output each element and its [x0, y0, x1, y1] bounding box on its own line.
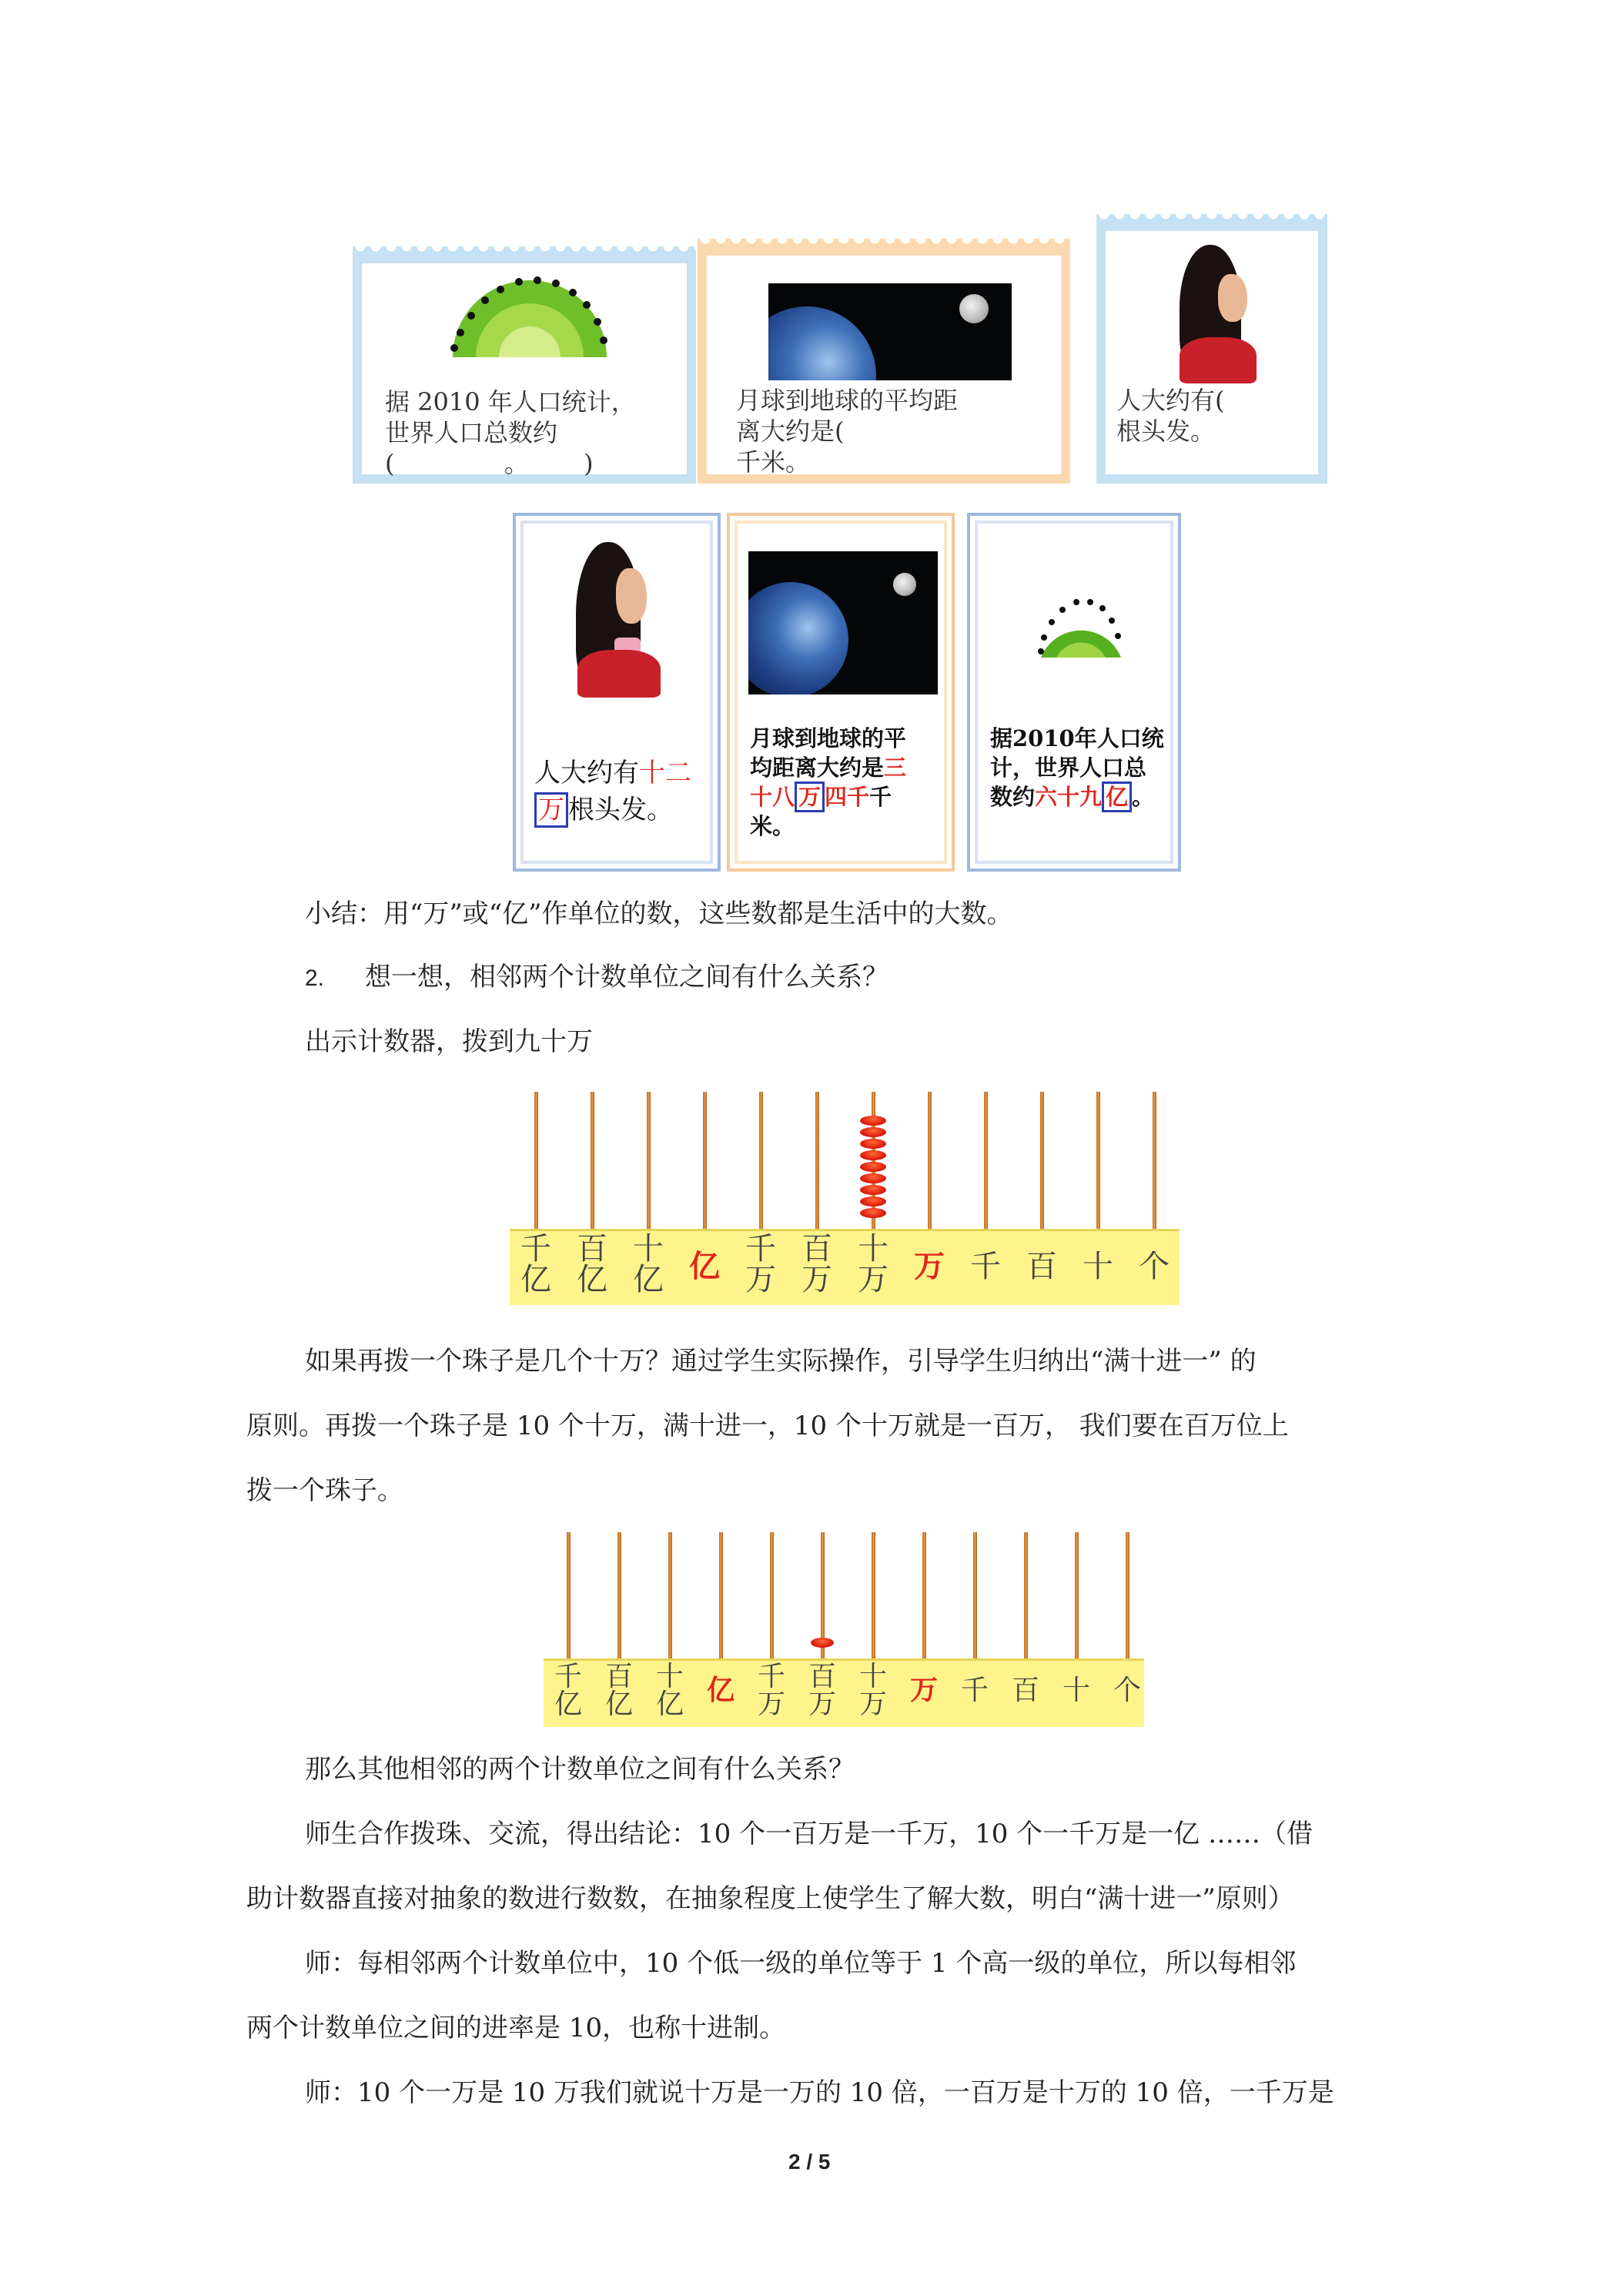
abacus-bead: [860, 1116, 886, 1126]
abacus-place-label: 十 万: [858, 1661, 887, 1720]
paragraph: 那么其他相邻的两个计数单位之间有什么关系？: [305, 1754, 855, 1785]
show-counter-text: 出示计数器，拨到九十万: [305, 1026, 593, 1057]
abacus-bead: [811, 1638, 834, 1648]
abacus-counter-2: [544, 1532, 1144, 1725]
card-hair-answer: [513, 513, 721, 872]
abacus-bead: [860, 1162, 886, 1172]
abacus-rod: [922, 1532, 926, 1658]
abacus-place-label: 千 万: [745, 1231, 776, 1297]
abacus-rod: [617, 1532, 621, 1658]
paragraph: 拨一个珠子。: [246, 1475, 403, 1506]
paragraph: 师生合作拨珠、交流，得出结论：10 个一百万是一千万，10 个一千万是一亿 ……（借: [305, 1819, 1313, 1849]
abacus-rod: [1153, 1092, 1156, 1229]
earth-moon-image: [768, 283, 1012, 380]
abacus-rod: [1075, 1532, 1079, 1658]
earth-moon-image: [748, 551, 938, 694]
abacus-place-label: 百 万: [808, 1661, 836, 1720]
abacus-place-label: 百: [1026, 1249, 1057, 1284]
abacus-place-label: 亿: [689, 1249, 720, 1284]
abacus-place-label: 千: [960, 1675, 989, 1706]
abacus-place-label: 千: [970, 1249, 1001, 1284]
card-moon-question: [698, 246, 1070, 484]
abacus-counter-1: [510, 1092, 1180, 1309]
abacus-rod: [591, 1092, 594, 1229]
card-text: 据 2010 年人口统计， 世界人口总数约 ( 。 ): [385, 387, 636, 478]
paragraph: 原则。再拨一个珠子是 10 个十万，满十进一，10 个十万就是一百万， 我们要在百万位上: [246, 1411, 1289, 1441]
abacus-rod: [668, 1532, 672, 1658]
abacus-place-label: 个: [1113, 1675, 1141, 1706]
abacus-place-label: 十: [1083, 1249, 1113, 1284]
abacus-place-label: 亿: [706, 1675, 735, 1706]
abacus-rod: [703, 1092, 707, 1229]
abacus-rod: [567, 1532, 571, 1658]
question-number: 2.: [305, 966, 325, 991]
abacus-place-label: 千 亿: [520, 1231, 551, 1297]
abacus-rod: [534, 1092, 538, 1229]
abacus-bead: [860, 1208, 886, 1218]
abacus-bead: [860, 1127, 886, 1137]
abacus-place-label: 百 亿: [577, 1231, 607, 1297]
card-answer-text: 月球到地球的平 均距离大约是三 十八 万 四千千 米。: [750, 725, 907, 839]
paragraph: 师：每相邻两个计数单位中，10 个低一级的单位等于 1 个高一级的单位，所以每相邻: [305, 1948, 1297, 1979]
abacus-rod: [1126, 1532, 1129, 1658]
abacus-place-label: 十 亿: [655, 1661, 684, 1720]
abacus-rod: [719, 1532, 723, 1658]
question-2: [305, 960, 888, 996]
population-image: [445, 271, 614, 363]
abacus-bead: [860, 1197, 886, 1207]
girl-image: [1172, 245, 1257, 383]
boxed-unit: 万: [534, 792, 568, 828]
paragraph: 助计数器直接对抽象的数进行数数，在抽象程度上使学生了解大数，明白“满十进一”原则）: [246, 1883, 1294, 1914]
summary-text: 小结：用“万”或“亿”作单位的数，这些数都是生活中的大数。: [305, 899, 1013, 929]
card-answer-text: 据2010年人口统 计，世界人口总 数约六十九 亿 。: [990, 724, 1164, 812]
boxed-unit: 万: [795, 782, 825, 812]
paragraph: 师：10 个一万是 10 万我们就说十万是一万的 10 倍，一百万是十万的 10 倍，一千万是: [305, 2077, 1334, 2108]
abacus-place-label: 千 亿: [554, 1661, 582, 1720]
card-text: 人大约有( 根头发。: [1116, 386, 1225, 446]
abacus-place-label: 万: [909, 1675, 938, 1706]
abacus-place-label: 个: [1139, 1249, 1170, 1284]
abacus-rod: [1096, 1092, 1100, 1229]
boxed-unit: 亿: [1102, 782, 1132, 812]
abacus-bead: [860, 1150, 886, 1160]
page-number: 2 / 5: [788, 2150, 831, 2174]
abacus-rod: [647, 1092, 651, 1229]
question-text: 想一想，相邻两个计数单位之间有什么关系？: [365, 962, 888, 992]
paragraph: 如果再拨一个珠子是几个十万？通过学生实际操作，引导学生归纳出“满十进一” 的: [305, 1346, 1257, 1377]
abacus-rod: [1040, 1092, 1044, 1229]
abacus-place-label: 十 亿: [633, 1231, 664, 1297]
abacus-rod: [815, 1092, 819, 1229]
abacus-place-label: 千 万: [757, 1661, 785, 1720]
abacus-rod: [770, 1532, 774, 1658]
abacus-rod: [928, 1092, 932, 1229]
abacus-rod: [759, 1092, 763, 1229]
population-image: [1035, 584, 1127, 661]
card-population-question: [353, 254, 696, 484]
abacus-bead: [860, 1185, 886, 1195]
abacus-place-label: 十: [1062, 1675, 1090, 1706]
card-population-answer: [967, 513, 1181, 872]
card-text: 月球到地球的平均距 离大约是( 千米。: [736, 386, 959, 477]
girl-image: [570, 542, 662, 696]
card-answer-text: 人大约有十二 万 根头发。: [534, 755, 691, 828]
abacus-rod: [1024, 1532, 1028, 1658]
abacus-place-label: 百 万: [801, 1231, 832, 1297]
card-hair-question: [1096, 222, 1327, 484]
abacus-rod: [973, 1532, 977, 1658]
abacus-place-label: 十 万: [858, 1231, 888, 1297]
paragraph: 两个计数单位之间的进率是 10，也称十进制。: [246, 2013, 786, 2043]
abacus-bead: [860, 1173, 886, 1183]
abacus-rod: [984, 1092, 988, 1229]
abacus-bead: [860, 1139, 886, 1149]
abacus-rod: [872, 1532, 875, 1658]
abacus-place-label: 百 亿: [604, 1661, 633, 1720]
card-moon-answer: [727, 513, 955, 872]
abacus-place-label: 万: [914, 1249, 945, 1284]
abacus-place-label: 百: [1011, 1675, 1039, 1706]
